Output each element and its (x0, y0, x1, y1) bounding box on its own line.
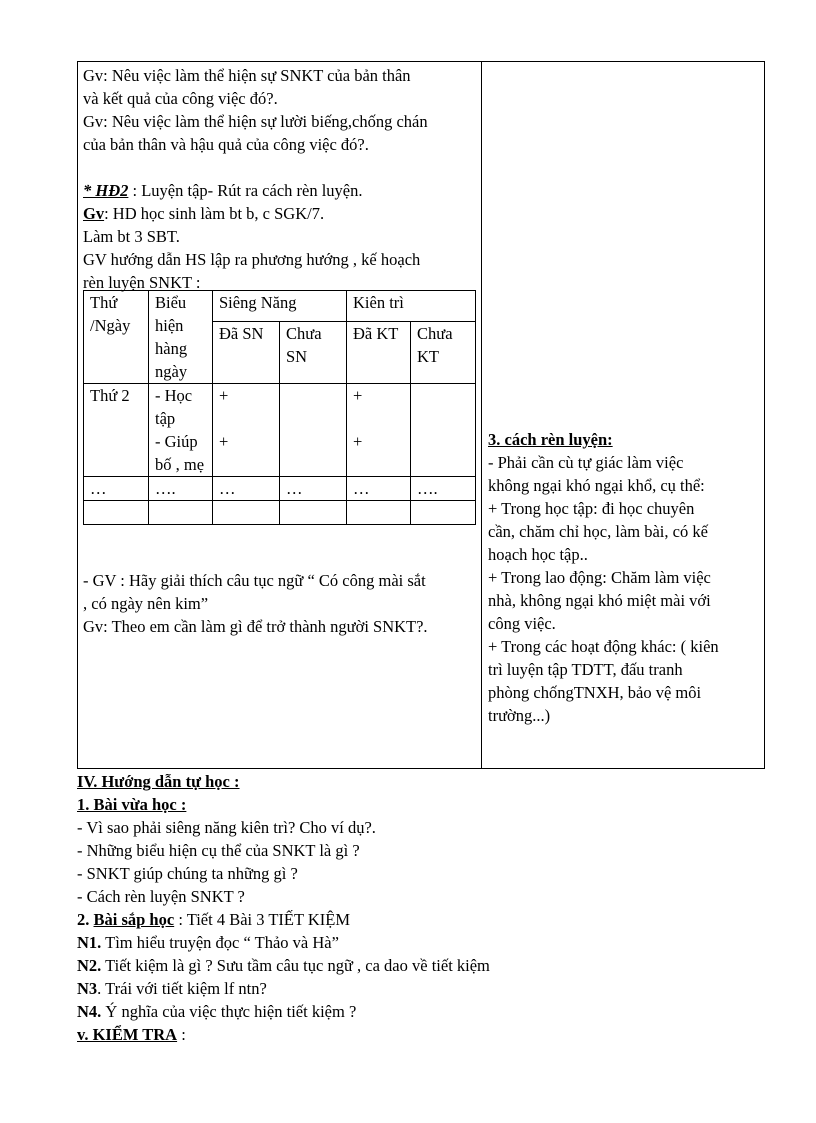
hd2-label: * HĐ2 (83, 181, 129, 200)
cach-ren-luyen-heading: 3. cách rèn luyện: (488, 430, 613, 449)
table-row (84, 477, 476, 501)
list-item: - SNKT giúp chúng ta những gì ? (77, 864, 298, 883)
header-thu-ngay: Thứ /Ngày (84, 291, 149, 384)
gv-hd-line (83, 202, 475, 225)
bieu-hien-hoc-tap: - Học tập (155, 386, 193, 428)
left-column (78, 62, 482, 768)
self-study-section (77, 770, 777, 1046)
header-sieng-nang: Siêng Năng (213, 291, 347, 322)
ren-luyen-line: hoạch học tập.. (488, 545, 588, 564)
cell-thu-2: Thứ 2 (84, 384, 149, 477)
n2-text: Tiết kiệm là gì ? Sưu tầm câu tục ngữ , ca dao về tiết kiệm (101, 956, 490, 975)
plus-mark: + (353, 386, 363, 405)
n4-text: Ý nghĩa của việc thực hiện tiết kiệm ? (101, 1002, 357, 1021)
empty-cell (347, 501, 411, 525)
bai-sap-hoc-text: : Tiết 4 Bài 3 TIẾT KIỆM (174, 910, 351, 929)
cell-dots: … (213, 477, 280, 501)
section-iv-heading: IV. Hướng dẫn tự học : (77, 772, 240, 791)
n4-label: N4. (77, 1002, 102, 1021)
list-item: - Những biểu hiện cụ thể của SNKT là gì ? (77, 841, 360, 860)
table-row (84, 501, 476, 525)
kiem-tra-label: v. KIỂM TRA (77, 1025, 178, 1044)
cell-da-sn (213, 384, 280, 477)
ren-luyen-line: phòng chốngTNXH, bảo vệ môi (488, 683, 702, 702)
subheader-da-kt: Đã KT (347, 322, 411, 384)
n3-text: . Trái với tiết kiệm lf ntn? (97, 979, 267, 998)
right-column (482, 62, 764, 768)
cell-dots: …. (411, 477, 476, 501)
bai-vua-hoc-heading: 1. Bài vừa học : (77, 795, 187, 814)
gv-question-2-line2: của bản thân và hậu quả của công việc đó?. (83, 135, 369, 154)
empty-cell (280, 501, 347, 525)
blank-line (83, 156, 475, 179)
left-column-closing (83, 569, 475, 638)
empty-cell (84, 501, 149, 525)
n4-line (77, 1000, 777, 1023)
n1-label: N1. (77, 933, 102, 952)
list-item: - Cách rèn luyện SNKT ? (77, 887, 245, 906)
bai-sap-hoc-line (77, 908, 777, 931)
bieu-hien-giup-bo-me: - Giúp bố , mẹ (155, 432, 205, 474)
snkt-plan-table (83, 290, 476, 525)
header-kien-tri: Kiên trì (347, 291, 476, 322)
empty-cell (149, 501, 213, 525)
bai-sap-hoc-num: 2. (77, 910, 94, 929)
right-column-text (488, 428, 758, 727)
cell-chua-kt (411, 384, 476, 477)
cell-dots: …. (149, 477, 213, 501)
n1-line (77, 931, 777, 954)
cell-dots: … (84, 477, 149, 501)
n3-label: N3 (77, 979, 98, 998)
n2-label: N2. (77, 956, 102, 975)
cell-dots: … (280, 477, 347, 501)
gv-cau-tuc-ngu-line1: - GV : Hãy giải thích câu tục ngữ “ Có công mài sắt (83, 571, 426, 590)
gv-question-1-line2: và kết quả của công việc đó?. (83, 89, 278, 108)
cell-da-kt (347, 384, 411, 477)
ren-luyen-line: cần, chăm chỉ học, làm bài, có kế (488, 522, 708, 541)
gv-question-1-line1: Gv: Nêu việc làm thể hiện sự SNKT của bản thân (83, 66, 411, 85)
n2-line (77, 954, 777, 977)
ren-luyen-line: trường...) (488, 706, 551, 725)
kiem-tra-line (77, 1023, 777, 1046)
gv-huong-dan-line1: GV hướng dẫn HS lập ra phương hướng , kế hoạch (83, 250, 421, 269)
header-bieu-hien: Biểu hiện hàng ngày (149, 291, 213, 384)
subheader-da-sn: Đã SN (213, 322, 280, 384)
gv-question-2-line1: Gv: Nêu việc làm thể hiện sự lười biếng,chống chán (83, 112, 428, 131)
kiem-tra-text: : (177, 1025, 186, 1044)
cell-bieu-hien (149, 384, 213, 477)
hd2-text: : Luyện tập- Rút ra cách rèn luyện. (128, 181, 363, 200)
table-row (84, 384, 476, 477)
ren-luyen-line: không ngại khó ngại khổ, cụ thể: (488, 476, 705, 495)
plus-mark: + (219, 386, 229, 405)
cell-chua-sn (280, 384, 347, 477)
subheader-chua-kt: Chưa KT (411, 322, 476, 384)
cell-dots: … (347, 477, 411, 501)
subheader-chua-sn: Chưa SN (280, 322, 347, 384)
n1-text: Tìm hiểu truyện đọc “ Thảo và Hà” (101, 933, 339, 952)
lesson-table (77, 61, 765, 769)
plus-mark: + (219, 432, 229, 451)
list-item: - Vì sao phải siêng năng kiên trì? Cho ví dụ?. (77, 818, 376, 837)
ren-luyen-line: công việc. (488, 614, 556, 633)
ren-luyen-line: trì luyện tập TDTT, đấu tranh (488, 660, 683, 679)
empty-cell (411, 501, 476, 525)
hd2-line (83, 179, 475, 202)
lam-bt-line: Làm bt 3 SBT. (83, 227, 180, 246)
ren-luyen-line: - Phải cần cù tự giác làm việc (488, 453, 684, 472)
n3-line (77, 977, 777, 1000)
ren-luyen-line: + Trong học tập: đi học chuyên (488, 499, 695, 518)
ren-luyen-line: + Trong lao động: Chăm làm việc (488, 568, 711, 587)
bai-sap-hoc-label: Bài sắp học (93, 910, 175, 929)
left-column-text (83, 64, 475, 294)
ren-luyen-line: nhà, không ngại khó miệt mài với (488, 591, 711, 610)
empty-cell (213, 501, 280, 525)
gv-theo-em: Gv: Theo em cần làm gì để trở thành người SNKT?. (83, 617, 428, 636)
gv-text: : HD học sinh làm bt b, c SGK/7. (104, 204, 325, 223)
gv-label: Gv (83, 204, 105, 223)
table-header-row (84, 291, 476, 322)
plus-mark: + (353, 432, 363, 451)
ren-luyen-line: + Trong các hoạt động khác: ( kiên (488, 637, 719, 656)
gv-cau-tuc-ngu-line2: , có ngày nên kim” (83, 594, 209, 613)
gv-huong-dan-line2: rèn luyện SNKT : (83, 273, 201, 292)
